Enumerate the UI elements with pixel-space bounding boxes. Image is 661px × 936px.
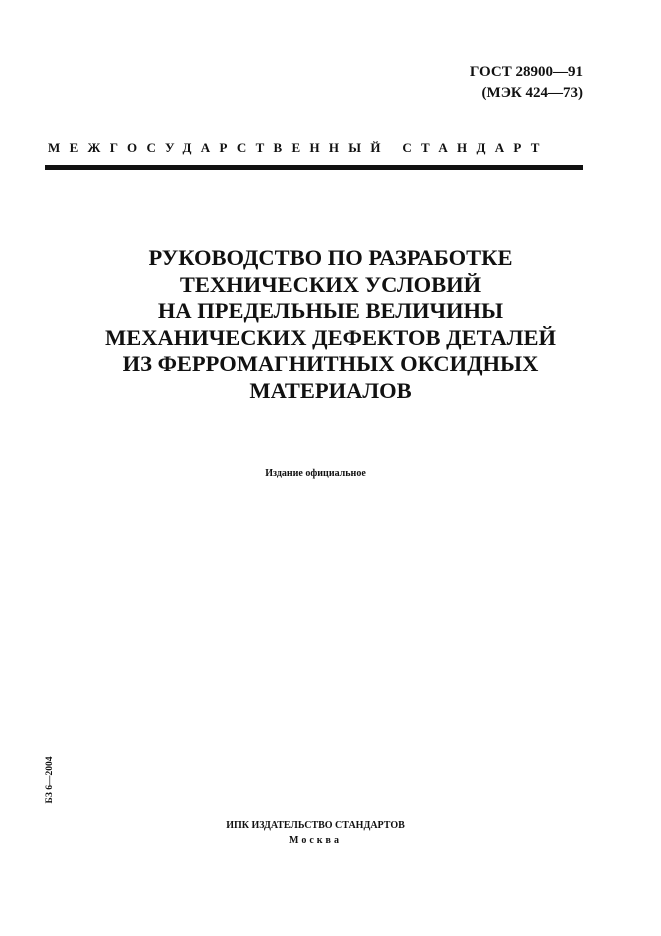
standard-type-heading: МЕЖГОСУДАРСТВЕННЫЙ СТАНДАРТ (48, 140, 549, 155)
title-line: НА ПРЕДЕЛЬНЫЕ ВЕЛИЧИНЫ (157, 298, 504, 323)
standard-number: ГОСТ 28900—91 (469, 64, 583, 80)
iec-reference: (МЭК 424—73) (481, 85, 583, 101)
title-line: МЕХАНИЧЕСКИХ ДЕФЕКТОВ ДЕТАЛЕЙ (104, 324, 557, 350)
title-line: ИЗ ФЕРРОМАГНИТНЫХ ОКСИДНЫХ (122, 351, 539, 376)
publisher-block (0, 818, 631, 848)
document-title (40, 245, 621, 404)
edition-note: Издание официальное (265, 468, 366, 479)
publisher-city: Москва (289, 835, 342, 846)
publisher-name: ИПК ИЗДАТЕЛЬСТВО СТАНДАРТОВ (226, 820, 405, 831)
heading-divider (45, 165, 583, 170)
title-line: РУКОВОДСТВО ПО РАЗРАБОТКЕ (148, 245, 513, 270)
standard-number-block (470, 62, 583, 104)
title-line: МАТЕРИАЛОВ (249, 377, 412, 403)
title-line: ТЕХНИЧЕСКИХ УСЛОВИЙ (179, 271, 482, 297)
side-code: БЗ 6—2004 (45, 756, 55, 804)
